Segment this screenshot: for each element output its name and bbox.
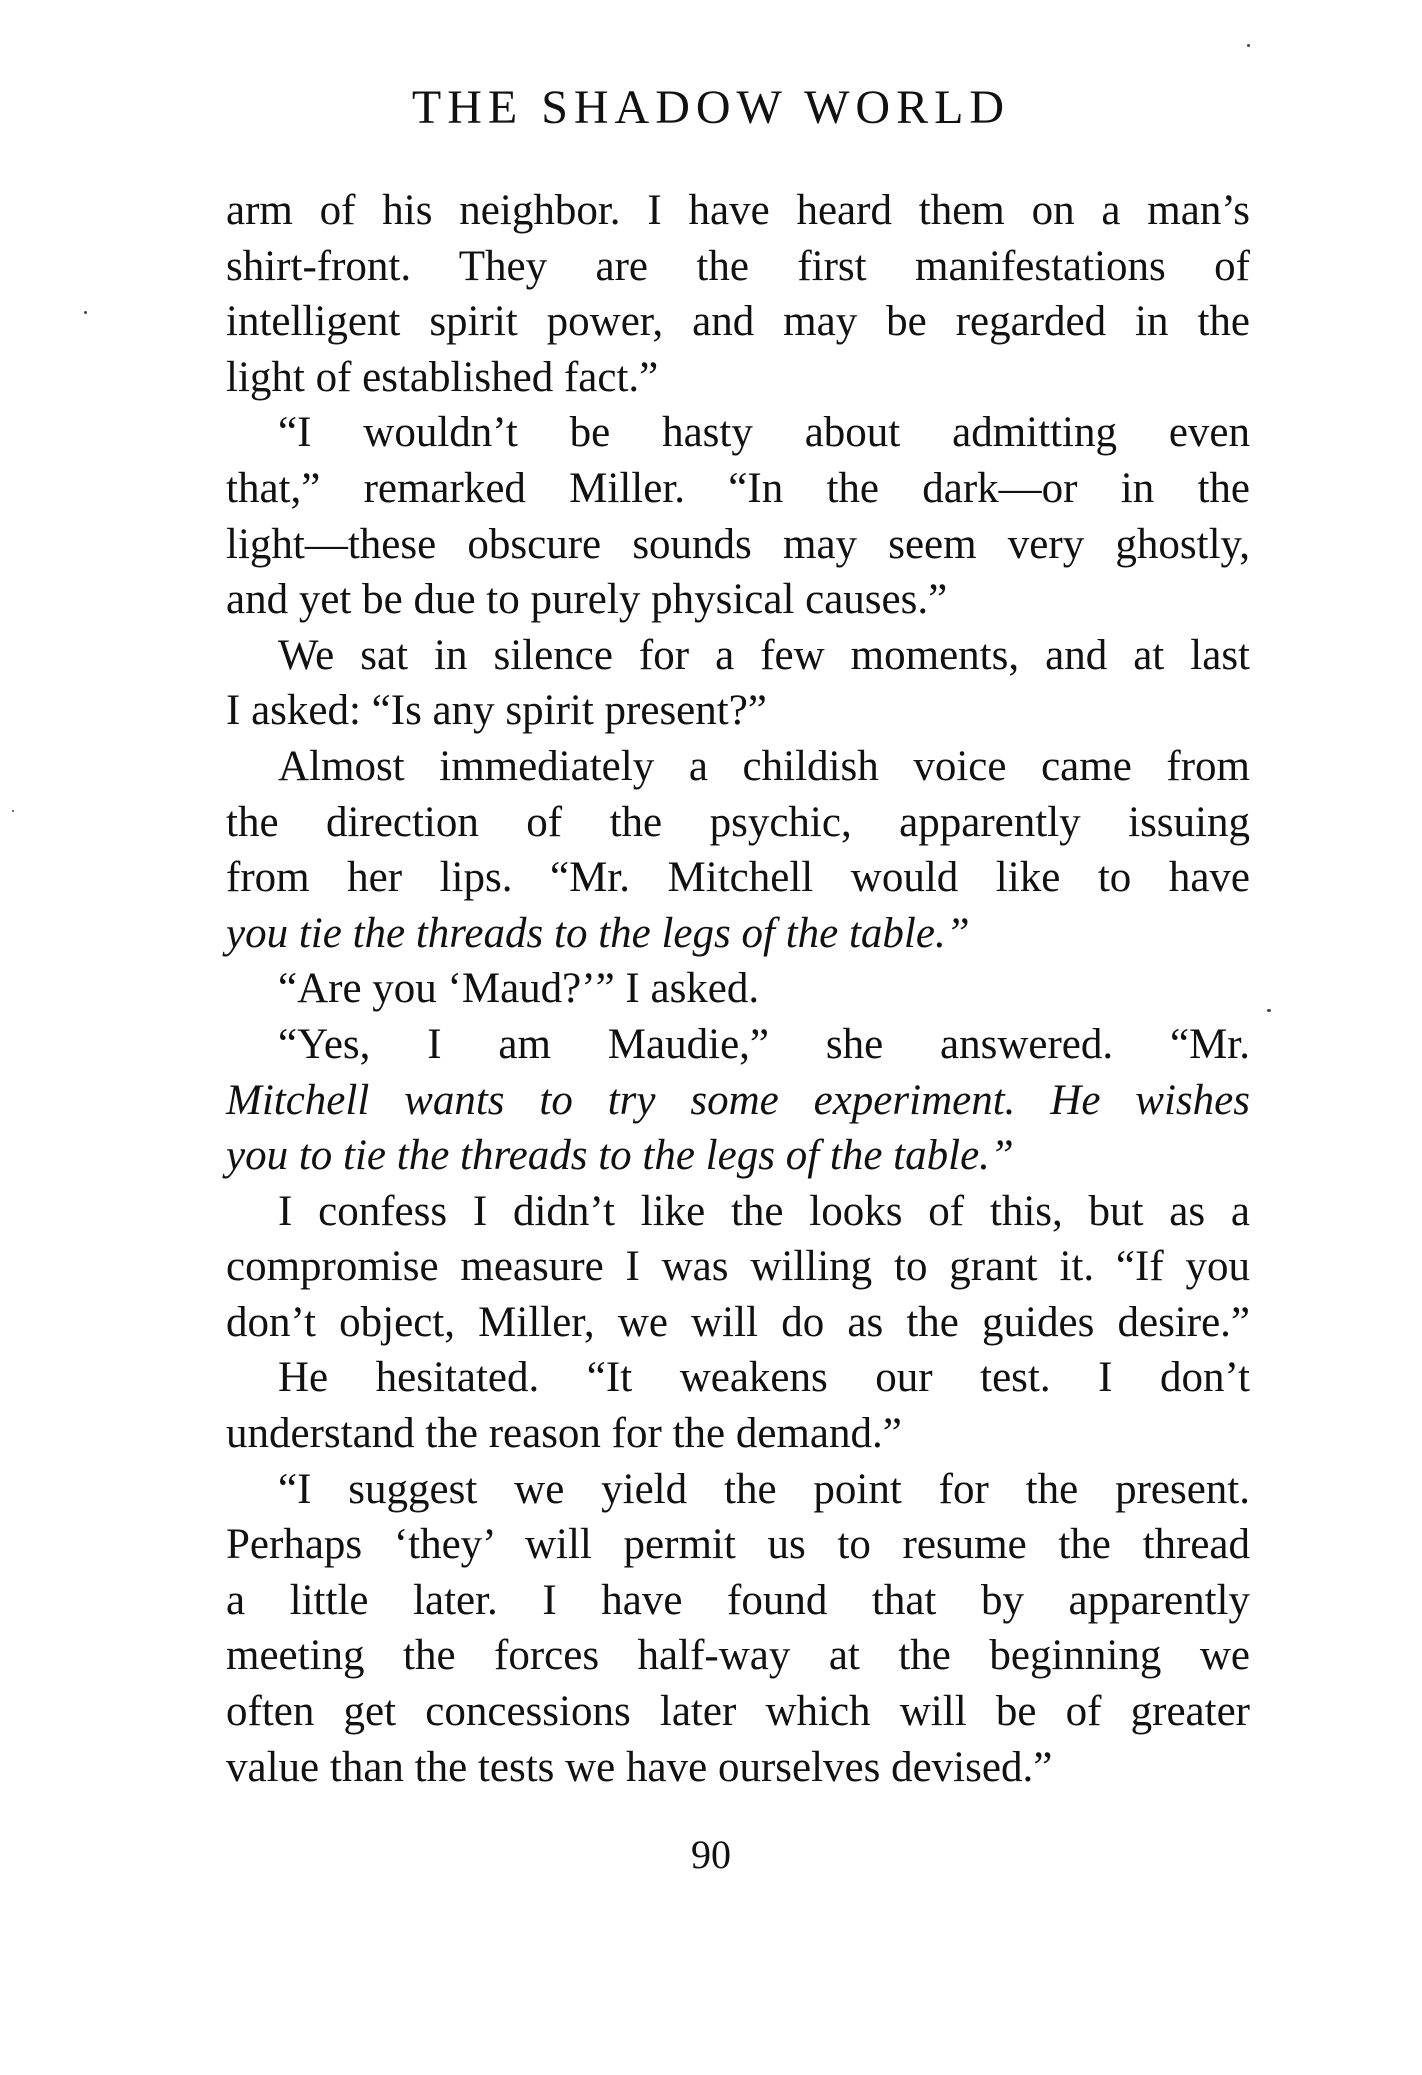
text-line: understand the reason for the demand.” [226, 1410, 902, 1458]
text-line: “I suggest we yield the point for the present. [278, 1465, 1250, 1513]
text-line: intelligent spirit power, and may be regarded in the [226, 298, 1250, 346]
scan-speck [12, 810, 14, 812]
text-line: value than the tests we have ourselves devised.” [226, 1743, 1053, 1791]
text-line: the direction of the psychic, apparently issuing [226, 798, 1250, 846]
text-line: I asked: “Is any spirit present?” [226, 687, 767, 735]
text-line: and yet be due to purely physical causes.” [226, 576, 948, 624]
text-line: Mitchell wants to try some experiment. He wishes [226, 1076, 1250, 1124]
text-line: He hesitated. “It weakens our test. I don’t [278, 1354, 1250, 1402]
scan-speck [1247, 44, 1250, 47]
text-line: Almost immediately a childish voice came from [278, 742, 1250, 790]
text-line: that,” remarked Miller. “In the dark—or in the [226, 464, 1250, 512]
text-line: light—these obscure sounds may seem very ghostly, [226, 520, 1250, 568]
body-text [226, 183, 1250, 1795]
text-line: “Are you ‘Maud?’” I asked. [278, 965, 760, 1013]
scan-speck [1267, 1009, 1271, 1012]
text-line: often get concessions later which will be of greater [226, 1688, 1250, 1736]
text-line: shirt-front. They are the first manifestations of [226, 242, 1250, 290]
text-line: arm of his neighbor. I have heard them on a man’s [226, 187, 1250, 234]
text-line: you to tie the threads to the legs of the table.” [226, 1132, 1014, 1180]
text-line: compromise measure I was willing to grant it. “If you [226, 1243, 1250, 1291]
text-line: “Yes, I am Maudie,” she answered. “Mr. [278, 1020, 1250, 1068]
page-number: 90 [691, 1832, 731, 1877]
text-line: don’t object, Miller, we will do as the guides desire.” [226, 1298, 1250, 1346]
text-line: I confess I didn’t like the looks of this, but as a [278, 1187, 1250, 1235]
text-line: light of established fact.” [226, 353, 659, 401]
text-line: Perhaps ‘they’ will permit us to resume the thread [226, 1521, 1250, 1569]
scan-speck [84, 311, 87, 314]
text-line: you tie the threads to the legs of the table.” [226, 909, 970, 957]
running-head: THE SHADOW WORLD [411, 81, 1011, 134]
text-line: from her lips. “Mr. Mitchell would like to have [226, 854, 1250, 902]
text-line: “I wouldn’t be hasty about admitting even [278, 409, 1250, 457]
text-line: a little later. I have found that by apparently [226, 1576, 1250, 1624]
text-line: We sat in silence for a few moments, and at last [278, 631, 1250, 679]
text-line: meeting the forces half-way at the beginning we [226, 1632, 1250, 1680]
